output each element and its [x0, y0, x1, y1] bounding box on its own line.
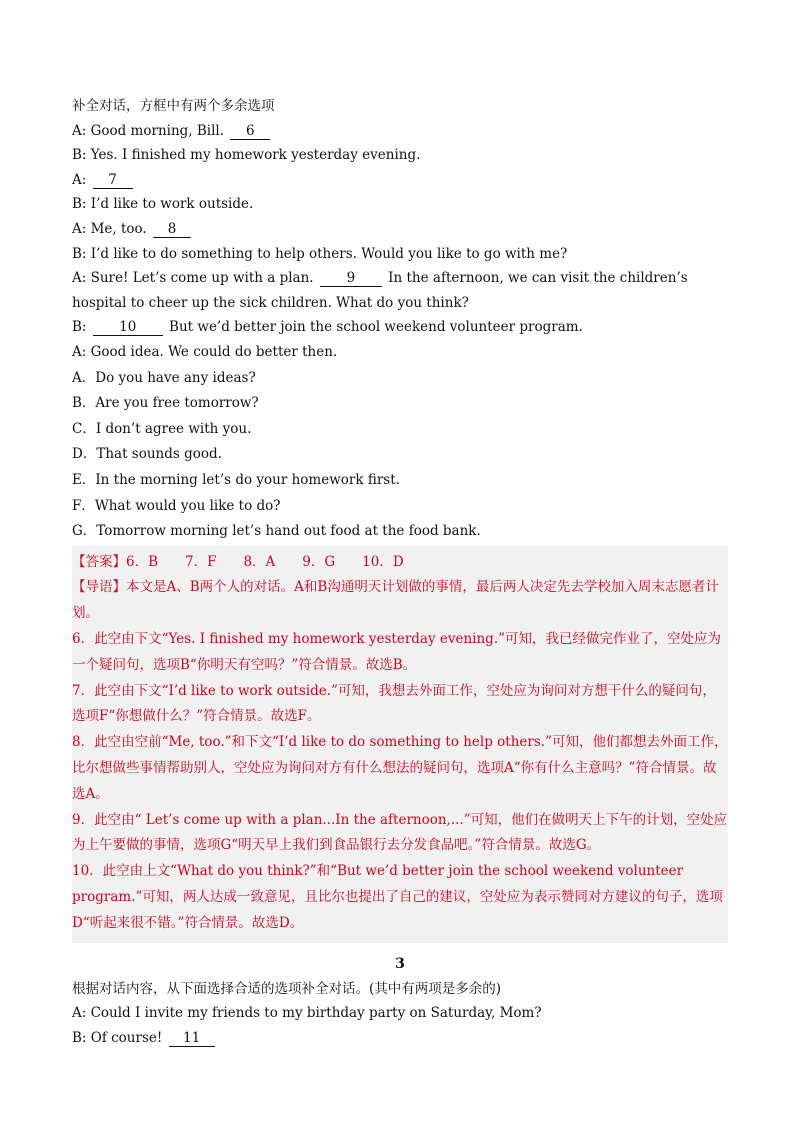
dialogue-line-8: B: 10 But we’d better join the school weekend volunteer program. [72, 319, 583, 336]
option-b: B．Are you free tomorrow? [72, 395, 259, 412]
option-f: F．What would you like to do? [72, 497, 281, 514]
dialogue-line-3: A: 7 [72, 168, 728, 193]
option-a: A．Do you have any ideas? [72, 369, 256, 386]
dialogue-line-6: B: I’d like to do something to help others. Would you like to go with me? [72, 245, 568, 262]
document-page [72, 94, 728, 1050]
blank-8[interactable]: 8 [153, 222, 191, 238]
dialogue-line-9: A: Good idea. We could do better then. [72, 343, 338, 360]
blank-11[interactable]: 11 [169, 1031, 215, 1047]
blank-10[interactable]: 10 [93, 320, 163, 336]
option-c: C．I don’t agree with you. [72, 420, 252, 437]
option-e: E．In the morning let’s do your homework first. [72, 471, 400, 488]
q3-line-2: B: Of course! 11 [72, 1026, 728, 1051]
dialogue-line-2: B: Yes. I finished my homework yesterday evening. [72, 147, 421, 164]
dialogue-line-5: A: Me, too. 8 [72, 217, 728, 242]
explanation-9: 9．此空由“ Let’s come up with a plan...In the afternoon,...”可知，他们在做明天上下午的计划，空处应为上午要做的事情，选项G“明天早上我们到食品银行去分发食品吧。”符合情景。故选G。 [72, 811, 728, 854]
blank-7[interactable]: 7 [93, 173, 133, 189]
explanation-7: 7．此空由下文“I’d like to work outside.”可知，我想去外面工作，空处应为询问对方想干什么的疑问句，选项F“你想做什么？”符合情景。故选F。 [72, 682, 716, 725]
dialogue-line-4: B: I’d like to work outside. [72, 196, 254, 213]
answer-line: 【答案】6．B 7．F 8．A 9．G 10．D [72, 553, 404, 570]
option-d: D．That sounds good. [72, 446, 222, 463]
explanation-6: 6．此空由下文“Yes. I finished my homework yesterday evening.”可知，我已经做完作业了，空处应为一个疑问句，选项B“你明天有空吗？”符合情景。故选B。 [72, 631, 722, 673]
question-number: 3 [395, 955, 405, 972]
explanation-10: 10．此空由上文“What do you think?”和“But we’d better join the school weekend volunteer program.”可知，两人达成一致意见，且比尔也提出了自己的建议，空处应为表示赞同对方建议的句子，选项D“听起来很不错。”符合情景。故选D。 [72, 863, 723, 931]
dialogue-line-1: A: Good morning, Bill. 6 [72, 119, 728, 144]
explanation-8: 8．此空由空前“Me, too.”和下文“I’d like to do something to help others.”可知，他们都想去外面工作，比尔想做些事情帮助别人，空处应为询问对方有什么想法的疑问句，选项A“你有什么主意吗？”符合情景。故选A。 [72, 734, 728, 802]
guide-line: 【导语】本文是A、B两个人的对话。A和B沟通明天计划做的事情，最后两人决定先去学校加入周末志愿者计划。 [72, 579, 719, 622]
q3-line-1: A: Could I invite my friends to my birthday party on Saturday, Mom? [72, 1005, 542, 1022]
blank-6[interactable]: 6 [230, 124, 270, 140]
q2-instruction: 补全对话，方框中有两个多余选项 [72, 98, 275, 114]
q3-instruction: 根据对话内容，从下面选择合适的选项补全对话。(其中有两项是多余的) [72, 980, 502, 997]
option-g: G．Tomorrow morning let’s hand out food at the food bank. [72, 523, 481, 540]
blank-9[interactable]: 9 [320, 271, 382, 287]
dialogue-line-7: A: Sure! Let’s come up with a plan. 9 In the afternoon, we can visit the children’s hospital to cheer up the sick children. What do you think? [72, 270, 688, 311]
answer-box [72, 546, 728, 943]
